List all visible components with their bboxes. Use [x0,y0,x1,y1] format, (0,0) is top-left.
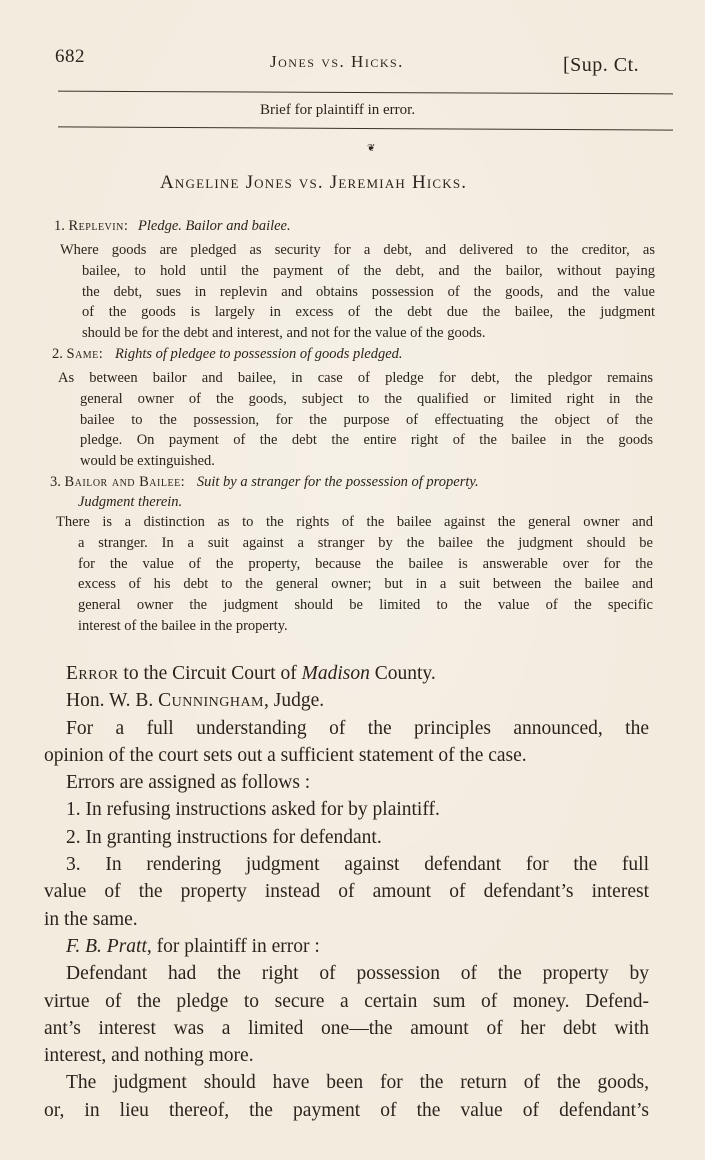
counsel-suffix: , for plaintiff in error : [146,935,320,957]
ornament-icon: ❦ [367,143,376,154]
headnote-line: general owner the judgment should be limited to the value of the specific [78,597,653,614]
header-rule-bottom [58,126,673,130]
headnote-line: interest of the bailee in the property. [78,617,288,634]
headnote-line: Where goods are pledged as security for a debt, and delivered to the creditor, as [60,242,655,258]
paragraph-line: opinion of the court sets out a sufficient statement of the case. [44,744,527,766]
headnote-3-body [56,512,653,637]
paragraph-line: virtue of the pledge to secure a certain sum of money. Defend- [44,990,649,1012]
error-line [44,660,649,687]
headnote-line: should be for the debt and interest, and not for the value of the goods. [82,325,486,342]
headnote-subtopic: Pledge. Bailor and bailee. [138,218,291,234]
paragraph-line: or, in lieu thereof, the payment of the value of defendant’s [44,1099,649,1121]
headnote-topic: Replevin: [68,218,129,234]
headnote-2-heading [52,346,403,363]
headnote-1-body [60,240,655,344]
judge-suffix: , Judge. [264,690,325,712]
counsel-name: F. B. Pratt [66,935,147,957]
paragraph-line: ant’s interest was a limited one—the amount of her debt with [44,1017,649,1039]
paragraph-line: in the same. [44,908,138,930]
paragraph-line: The judgment should have been for the return of the goods, [66,1072,649,1094]
headnote-line: excess of his debt to the general owner; but in a suit between the bailee and [78,576,653,593]
headnote-line: a stranger. In a suit against a stranger by the bailee the judgment should be [78,534,653,551]
headnote-number: 1. [54,218,65,234]
error-word: Error [66,663,119,684]
headnote-2-body [58,368,653,472]
judge-name: Cunningham [158,690,264,712]
running-title: Jones vs. Hicks. [270,52,404,71]
headnote-topic: Same: [66,346,104,362]
headnote-subtopic: Rights of pledgee to possession of goods pledged. [114,346,403,362]
assigned-error-1: 1. In refusing instructions asked for by plaintiff. [66,799,440,821]
brief-label: Brief for plaintiff in error. [260,102,416,118]
headnote-line: As between bailor and bailee, in case of pledge for debt, the pledgor remains [58,370,653,386]
headnote-3-heading [50,474,655,491]
headnote-number: 2. [52,346,63,362]
headnote-number: 3. [50,474,61,490]
error-mid: to the Circuit Court of [118,663,302,684]
paragraph-line: value of the property instead of amount of defendant’s interest [44,881,649,903]
assigned-error-2: 2. In granting instructions for defendant. [66,826,382,848]
paragraph-line: Errors are assigned as follows : [66,772,311,794]
counsel-line [44,933,649,960]
headnote-line: pledge. On payment of the debt the entire right of the bailee in the goods [80,432,653,449]
headnote-line: the debt, sues in replevin and obtains possession of the goods, and the value [82,283,655,300]
headnote-line: for the value of the property, because the bailee is answerable over for the [78,555,653,572]
judge-prefix: Hon. W. B. [66,690,159,712]
headnote-line: would be extinguished. [80,453,215,470]
court-tag: [Sup. Ct. [563,54,640,76]
headnote-line: general owner of the goods, subject to the qualified or limited right in the [80,390,653,407]
headnote-subtopic: Suit by a stranger for the possession of property. [196,474,479,490]
county-name: Madison [301,663,370,684]
paragraph-line: Defendant had the right of possession of the property by [66,963,649,985]
headnote-1-heading [54,218,291,235]
paragraph-line: For a full understanding of the principles announced, the [66,717,649,739]
headnote-line: bailee, to hold until the payment of the debt, and the bailor, without paying [82,262,655,279]
headnote-3-subtopic-cont: Judgment therein. [78,494,183,510]
error-suffix: County. [369,663,436,684]
case-title: Angeline Jones vs. Jeremiah Hicks. [160,172,468,193]
headnote-line: of the goods is largely in excess of the debt due the bailee, the judgment [82,304,655,321]
header-rule-top [58,91,673,95]
headnote-line: There is a distinction as to the rights of the bailee against the general owner and [56,514,653,530]
paragraph-line: interest, and nothing more. [44,1045,254,1067]
headnote-topic: Bailor and Bailee: [64,474,186,490]
headnote-line: bailee to the possession, for the purpose of effectuating the object of the [80,411,653,428]
page-number: 682 [55,46,85,67]
judge-line [44,687,649,714]
main-body [44,660,649,1124]
assigned-error-3: 3. In rendering judgment against defendant for the full [66,854,649,876]
